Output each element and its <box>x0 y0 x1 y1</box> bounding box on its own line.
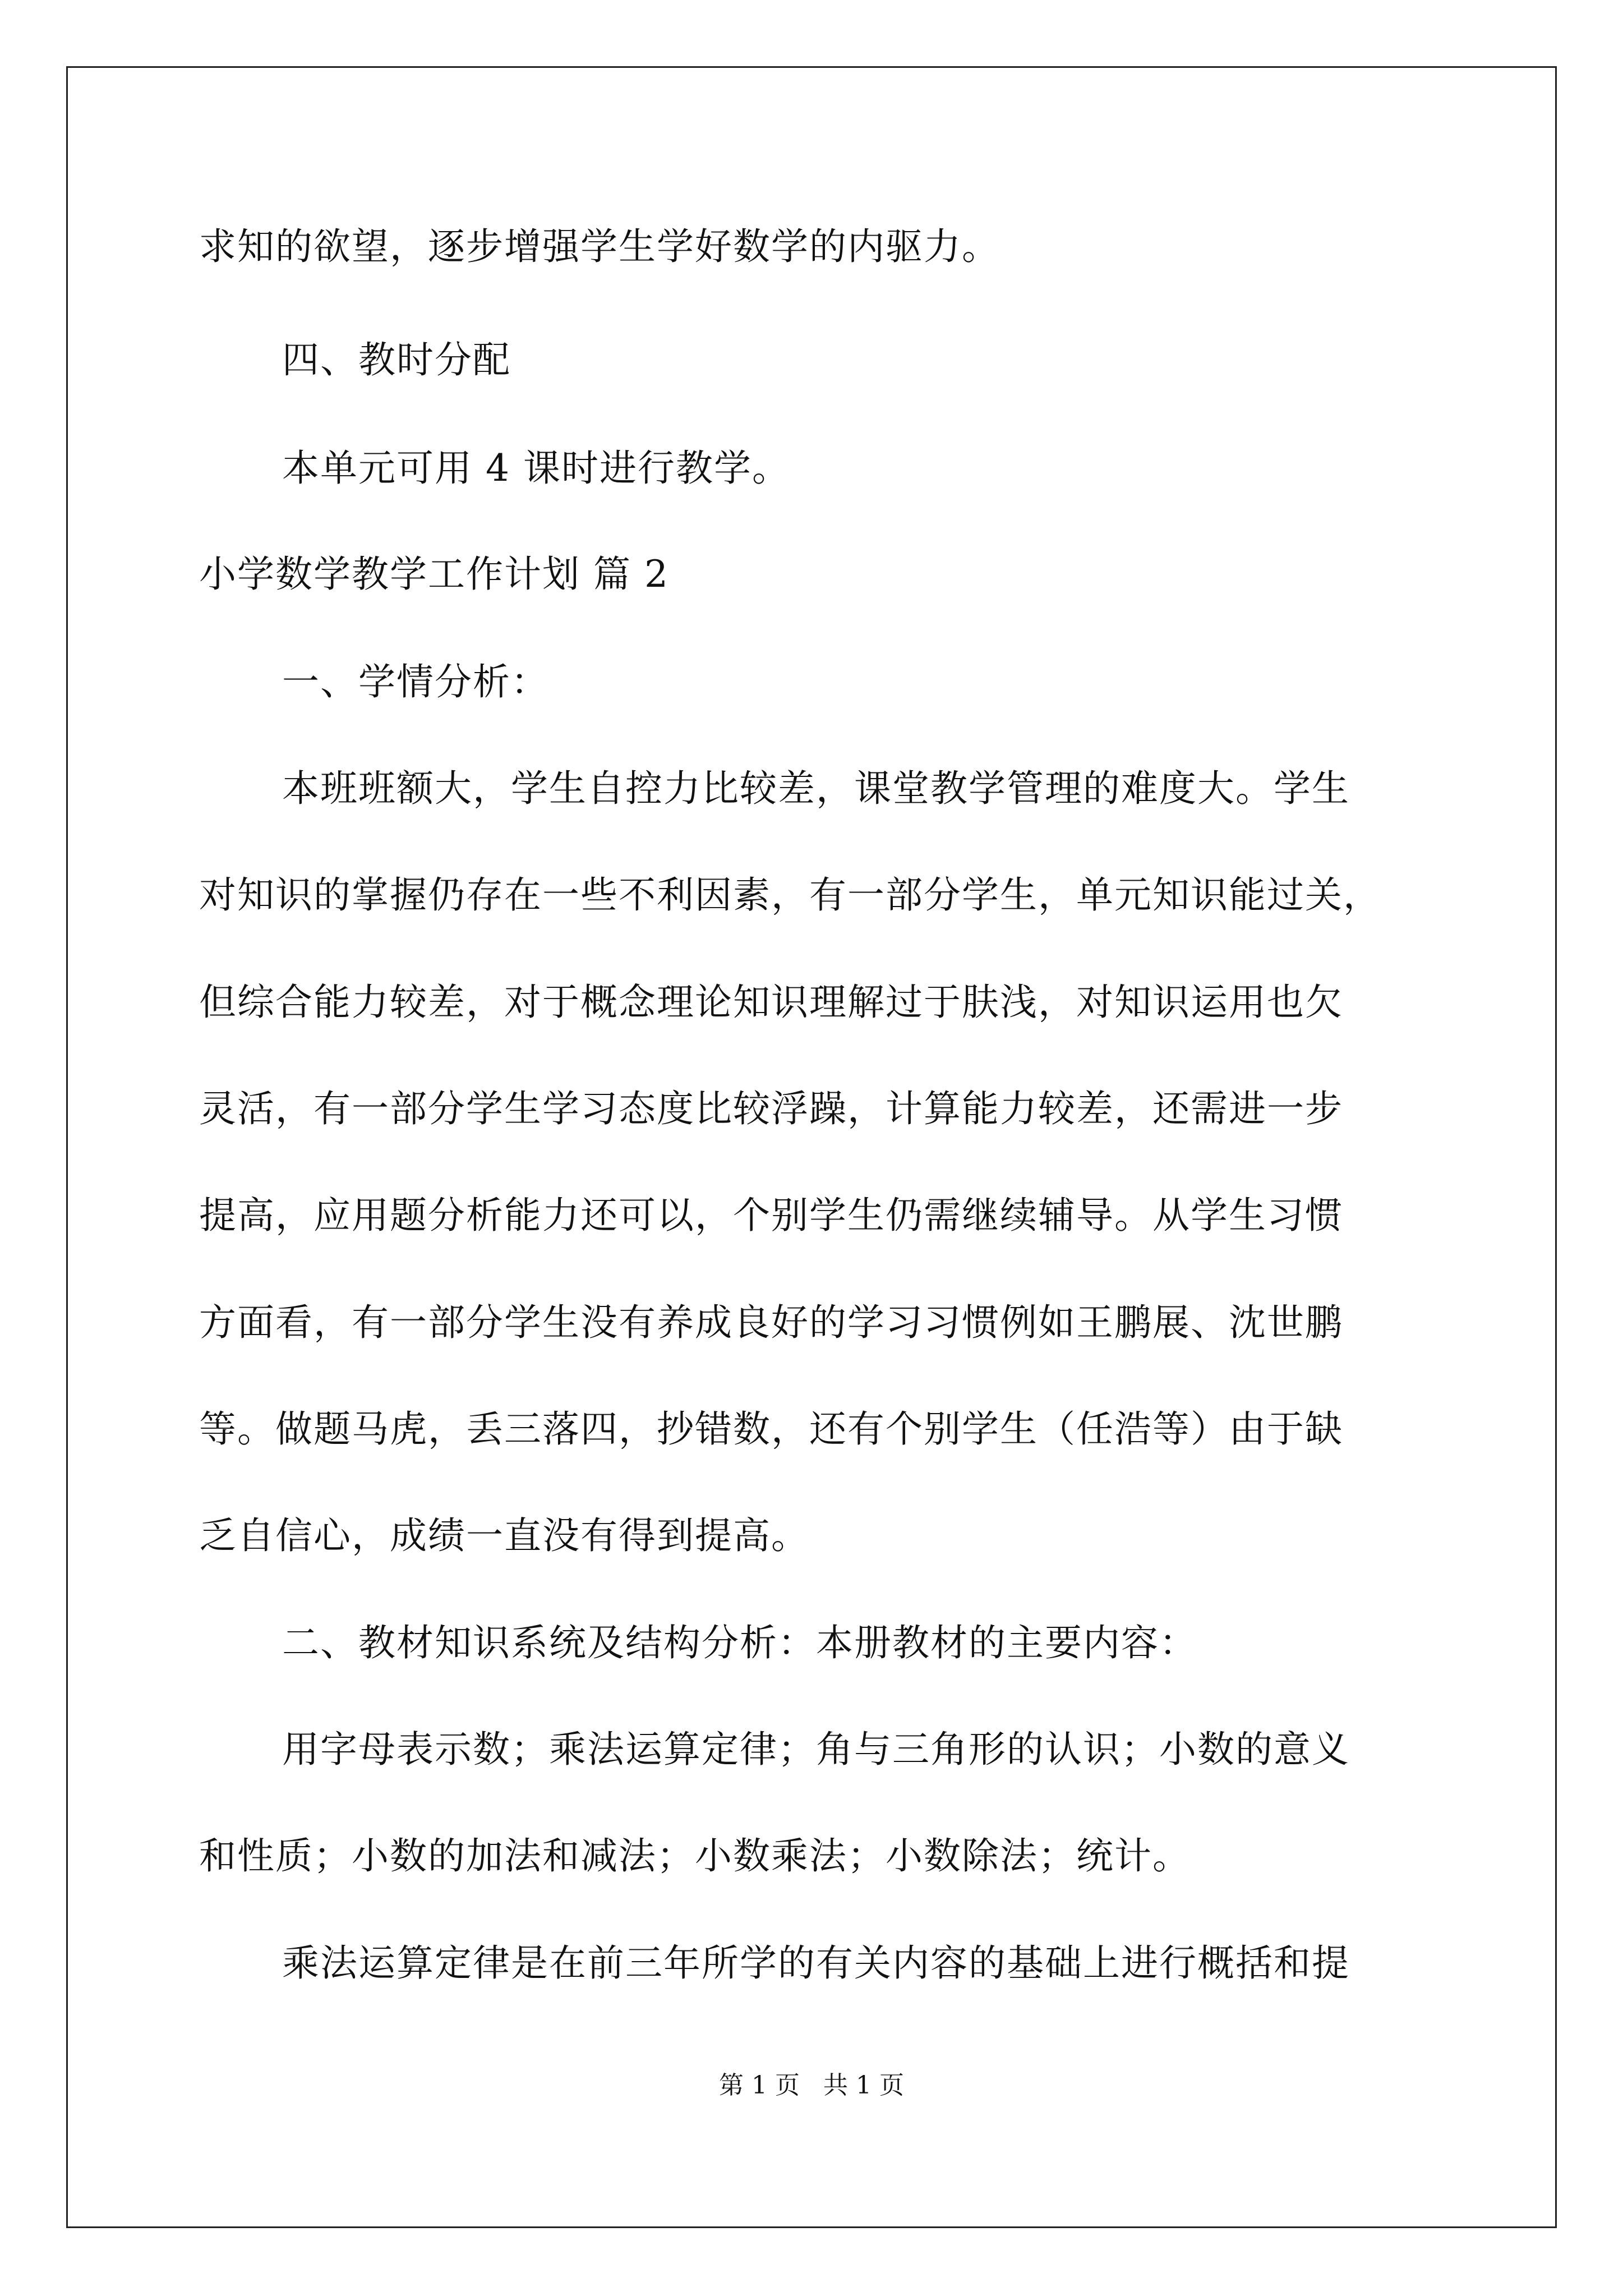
paragraph-line: 本班班额大，学生自控力比较差，课堂教学管理的难度大。学生 <box>282 767 1350 810</box>
page-border <box>66 66 1557 2228</box>
paragraph-line: 方面看，有一部分学生没有养成良好的学习习惯例如王鹏展、沈世鹏 <box>199 1301 1343 1344</box>
paragraph-line: 提高，应用题分析能力还可以，个别学生仍需继续辅导。从学生习惯 <box>199 1194 1343 1237</box>
document-title: 小学数学教学工作计划 篇 2 <box>199 553 669 596</box>
paragraph-line: 用字母表示数；乘法运算定律；角与三角形的认识；小数的意义 <box>282 1728 1350 1771</box>
section-heading: 四、教时分配 <box>282 338 511 381</box>
paragraph-line: 灵活，有一部分学生学习态度比较浮躁，计算能力较差，还需进一步 <box>199 1087 1343 1130</box>
page-number-footer: 第 1 页 共 1 页 <box>719 2071 904 2100</box>
section-heading: 二、教材知识系统及结构分析：本册教材的主要内容： <box>282 1621 1197 1664</box>
section-heading: 一、学情分析： <box>282 660 549 703</box>
paragraph-line: 对知识的掌握仍存在一些不利因素，有一部分学生，单元知识能过关， <box>199 873 1381 917</box>
paragraph-line: 但综合能力较差，对于概念理论知识理解过于肤浅，对知识运用也欠 <box>199 981 1343 1024</box>
paragraph-line: 等。做题马虎，丢三落四，抄错数，还有个别学生（任浩等）由于缺 <box>199 1407 1343 1451</box>
paragraph-line: 乏自信心，成绩一直没有得到提高。 <box>199 1514 809 1557</box>
paragraph-line: 求知的欲望，逐步增强学生学好数学的内驱力。 <box>199 225 1000 268</box>
paragraph-line: 乘法运算定律是在前三年所学的有关内容的基础上进行概括和提 <box>282 1941 1350 1985</box>
paragraph-line: 本单元可用 4 课时进行教学。 <box>282 447 790 490</box>
paragraph-line: 和性质；小数的加法和减法；小数乘法；小数除法；统计。 <box>199 1834 1191 1878</box>
